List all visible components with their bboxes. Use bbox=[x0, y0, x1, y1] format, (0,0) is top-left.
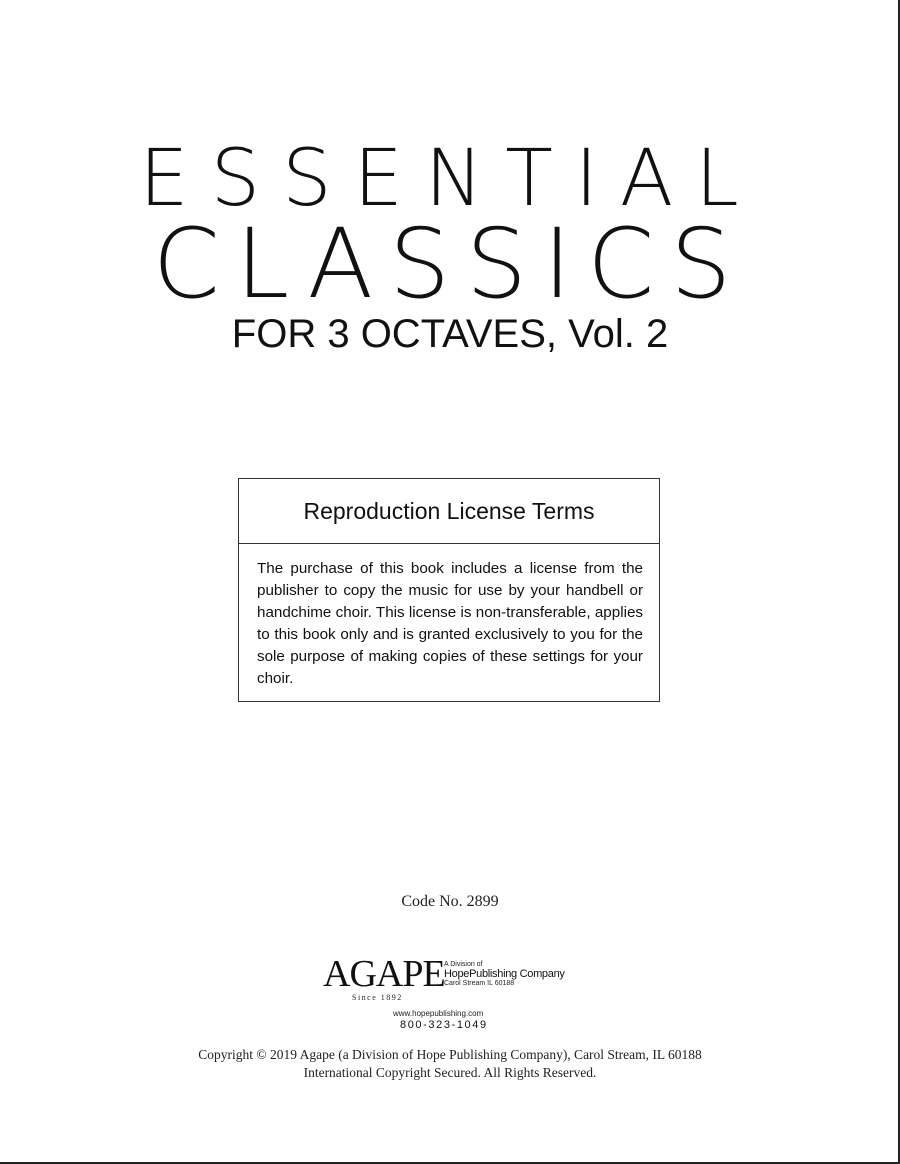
copyright-line-1: Copyright © 2019 Agape (a Division of Hope Publishing Company), Carol Stream, IL 60188 bbox=[198, 1047, 702, 1062]
copyright-line-2: International Copyright Secured. All Rights Reserved. bbox=[303, 1065, 597, 1080]
logo-since: Since 1892 bbox=[352, 993, 403, 1002]
title-essential: ESSENTIAL bbox=[139, 134, 761, 224]
title-classics: CLASSICS bbox=[152, 208, 748, 320]
license-box bbox=[238, 478, 660, 702]
logo-website: www.hopepublishing.com bbox=[393, 1009, 484, 1018]
logo-location: Carol Stream IL 60188 bbox=[444, 980, 515, 987]
license-body bbox=[239, 544, 659, 690]
logo-company: HopePublishing Company bbox=[444, 968, 565, 980]
logo-phone: 800-323-1049 bbox=[400, 1019, 488, 1031]
title-subtitle: FOR 3 OCTAVES, Vol. 2 bbox=[231, 312, 669, 356]
code-number: Code No. 2899 bbox=[401, 893, 499, 910]
copyright-notice bbox=[0, 1046, 900, 1082]
license-heading: Reproduction License Terms bbox=[239, 479, 659, 544]
logo-division: A Division of bbox=[444, 961, 483, 968]
license-text: The purchase of this book includes a license from the publisher to copy the music for use by your handbell or handchime choir. This license is non-transferable, applies to this book only and is granted exclusively to you for the sole purpose of making copies of these settings for your choir. bbox=[257, 560, 643, 687]
logo-wordmark: AGAPE bbox=[323, 953, 445, 995]
publisher-logo bbox=[320, 955, 590, 1035]
